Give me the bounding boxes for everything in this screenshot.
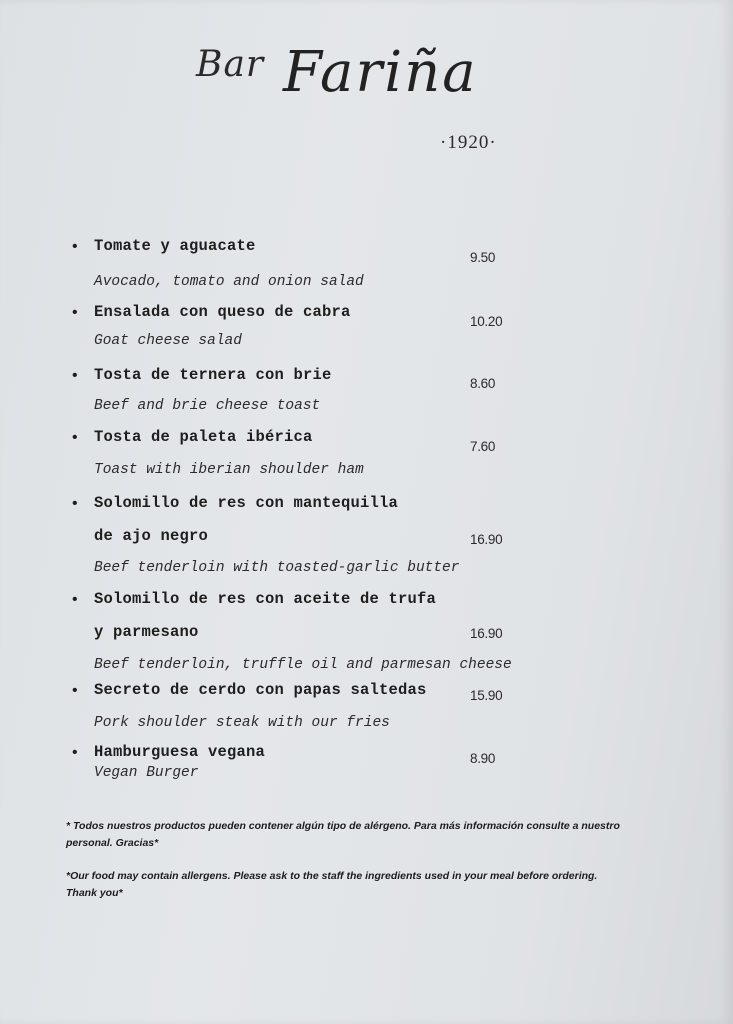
item-description: Beef tenderloin, truffle oil and parmesan cheese: [94, 657, 512, 673]
item-price: 15.90: [470, 688, 503, 703]
item-description: Beef and brie cheese toast: [94, 398, 321, 414]
item-description: Beef tenderloin with toasted-garlic butter: [94, 560, 460, 576]
item-price: 16.90: [470, 626, 503, 641]
item-description: Goat cheese salad: [94, 333, 242, 349]
bullet-icon: •: [70, 682, 80, 700]
item-name: Ensalada con queso de cabra: [94, 303, 351, 321]
item-price: 9.50: [470, 250, 496, 265]
item-description: Avocado, tomato and onion salad: [94, 274, 364, 290]
bullet-icon: •: [70, 495, 80, 513]
bullet-icon: •: [70, 429, 80, 447]
bullet-icon: •: [70, 304, 80, 322]
brand-prefix: Bar: [196, 44, 265, 85]
item-name: Solomillo de res con aceite de trufa: [94, 590, 437, 608]
item-description: Pork shoulder steak with our fries: [94, 715, 390, 731]
item-price: 8.60: [470, 376, 496, 391]
item-name: Secreto de cerdo con papas saltedas: [94, 681, 427, 699]
allergen-note-spanish: * Todos nuestros productos pueden contener algún tipo de alérgeno. Para más información consulte a nuestro personal. Gracias*: [66, 820, 620, 849]
item-name: Tosta de paleta ibérica: [94, 428, 313, 446]
item-description: Vegan Burger: [94, 765, 199, 781]
brand-year: ·1920·: [440, 132, 497, 153]
item-price: 10.20: [470, 314, 503, 329]
item-name: Solomillo de res con mantequilla: [94, 494, 399, 512]
bullet-icon: •: [70, 238, 80, 256]
item-name: Hamburguesa vegana: [94, 743, 266, 761]
bullet-icon: •: [70, 744, 80, 762]
bullet-icon: •: [70, 591, 80, 609]
item-description: Toast with iberian shoulder ham: [94, 462, 364, 478]
allergen-note-english: *Our food may contain allergens. Please ask to the staff the ingredients used in your meal before ordering. Thank you*: [66, 870, 598, 899]
item-name-continued: y parmesano: [94, 623, 199, 641]
item-price: 7.60: [470, 439, 496, 454]
item-name: Tosta de ternera con brie: [94, 366, 332, 384]
brand-name: Fariña: [283, 40, 478, 105]
item-name-continued: de ajo negro: [94, 527, 209, 545]
item-price: 16.90: [470, 532, 503, 547]
item-price: 8.90: [470, 751, 496, 766]
item-name: Tomate y aguacate: [94, 237, 256, 255]
bullet-icon: •: [70, 367, 80, 385]
